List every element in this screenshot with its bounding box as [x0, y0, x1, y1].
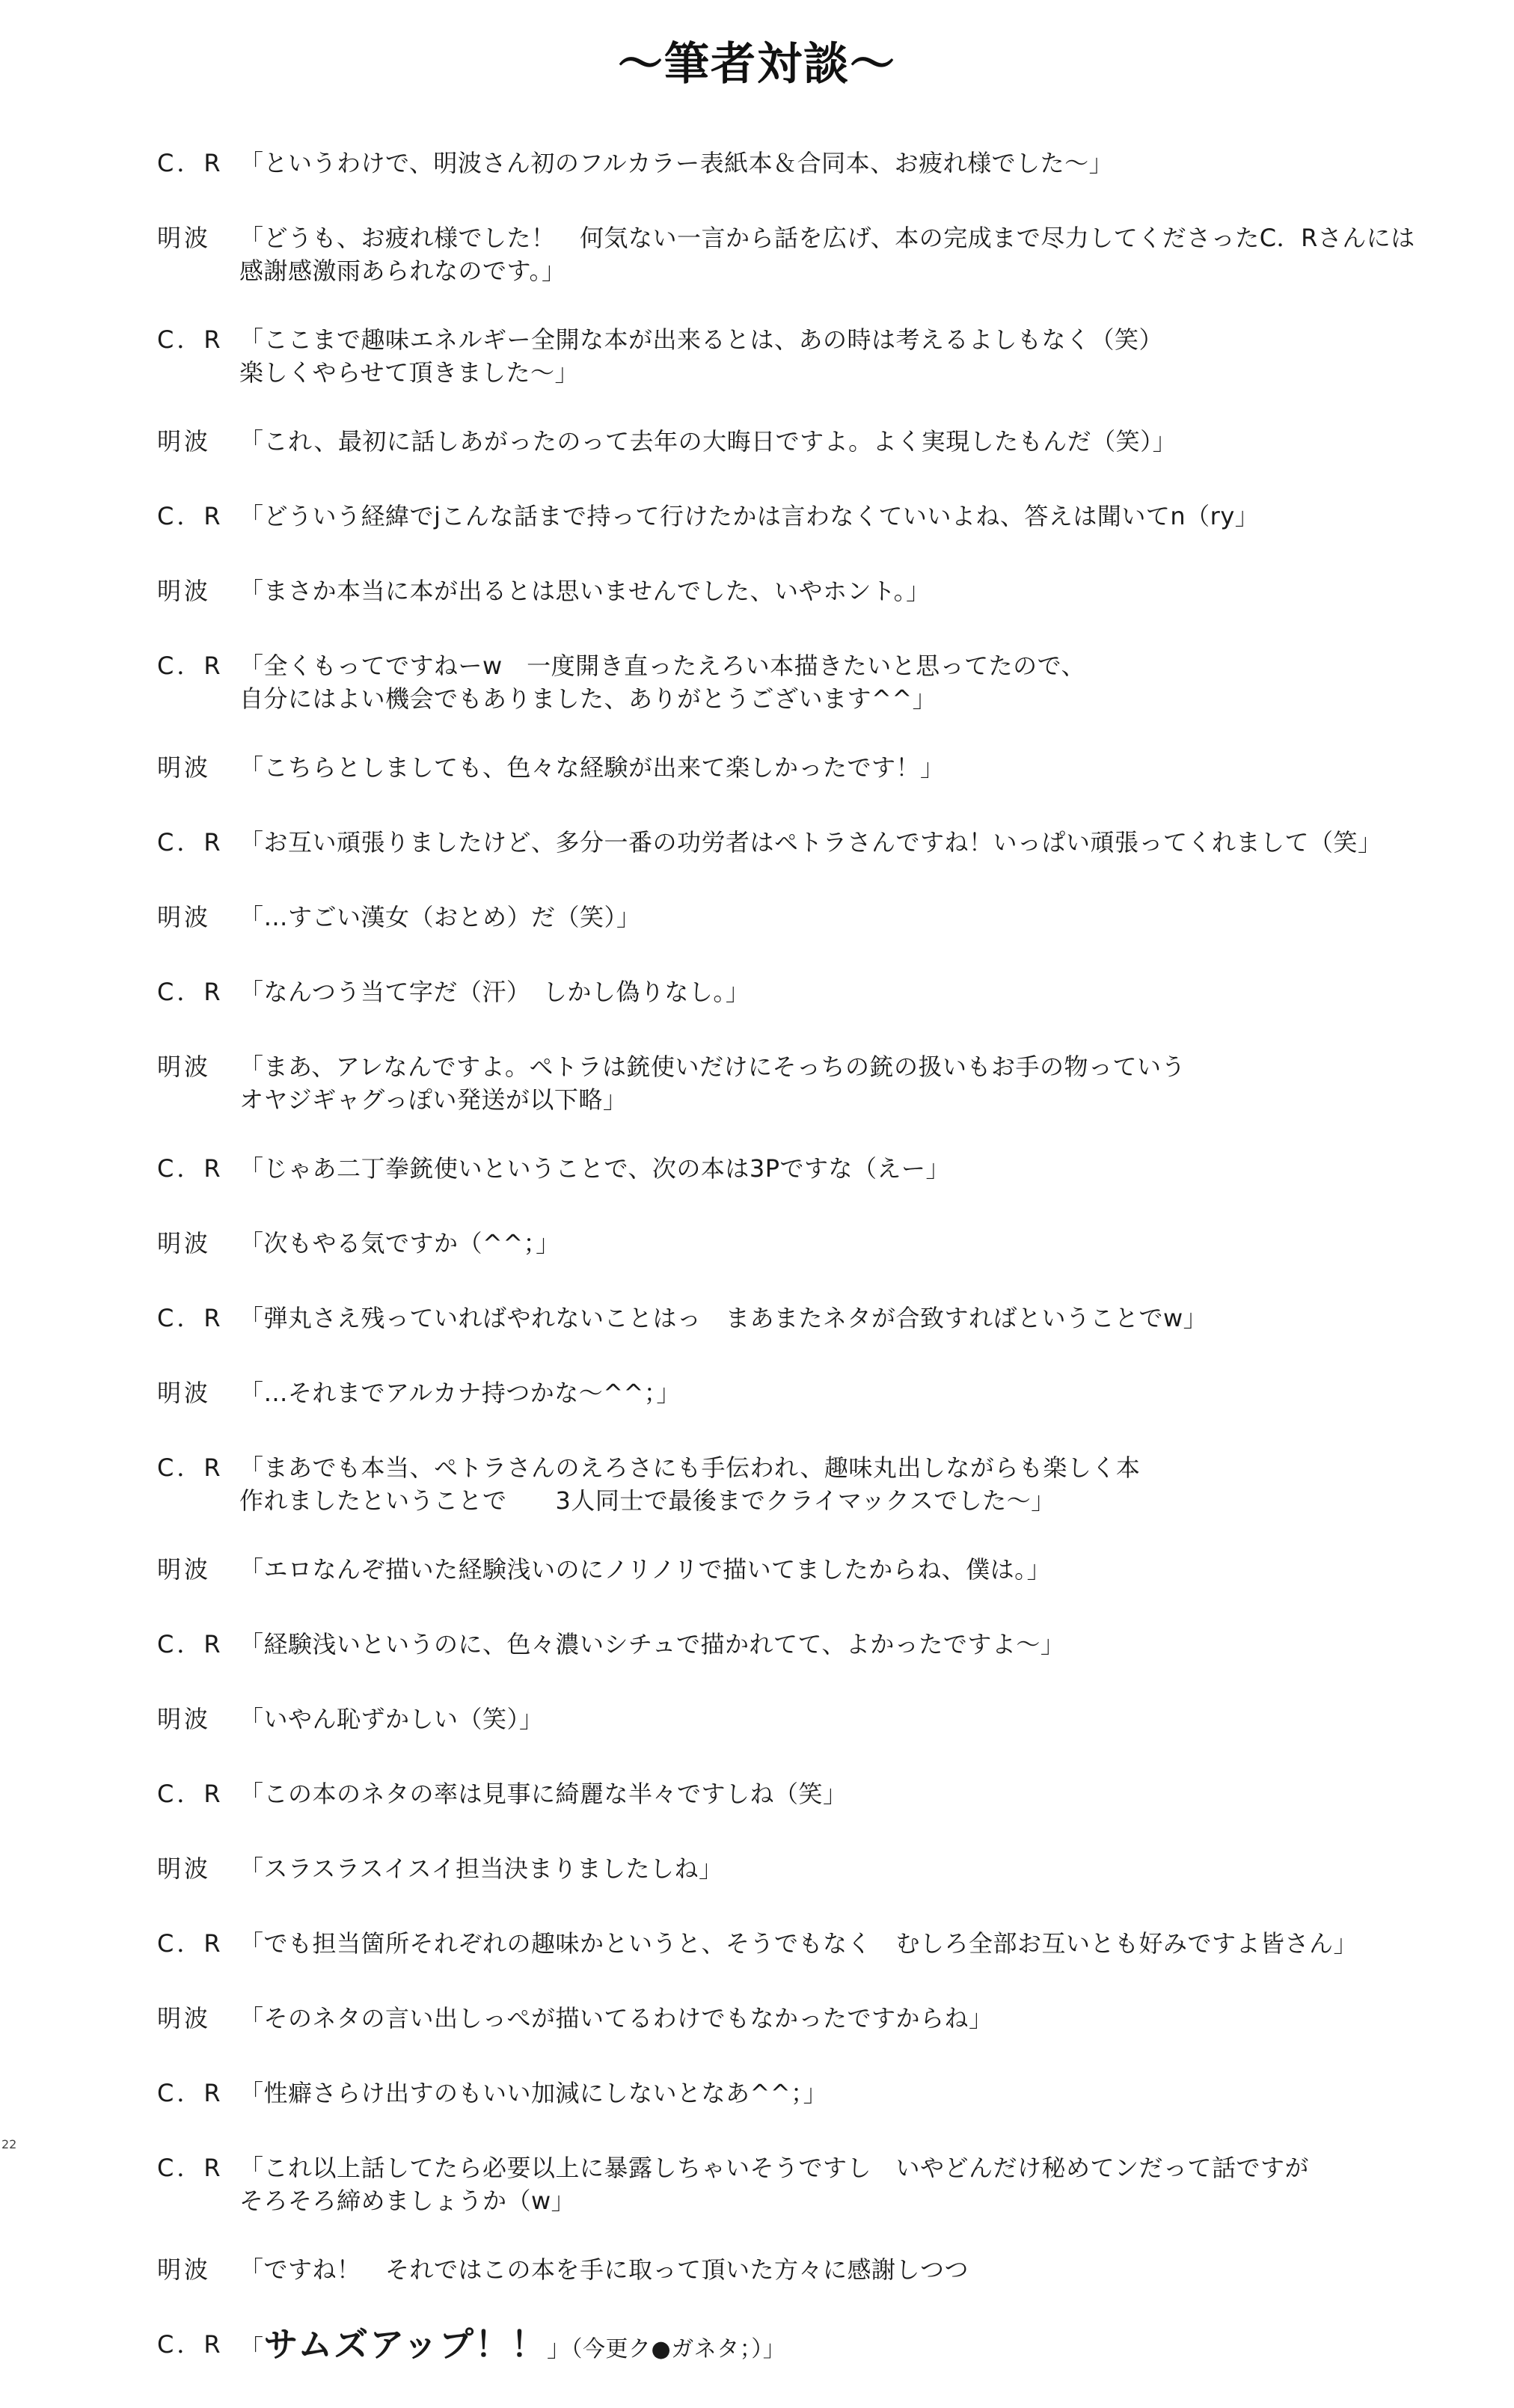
dialogue-text: 「性癖さらけ出すのもいい加減にしないとなあ^^；」	[239, 2079, 828, 2107]
dialogue-text: 「ですね！ それではこの本を手に取って頂いた方々に感謝しつつ	[239, 2255, 969, 2284]
dialogue-text: 「どうも、お疲れ様でした！ 何気ない一言から話を広げ、本の完成まで尽力してくださったC．Rさんには 感謝感激雨あられなのです。」	[239, 224, 1415, 285]
dialogue-text: 「スラスラスイスイ担当決まりましたしね」	[239, 1854, 723, 1883]
dialogue-text: 「全くもってですねーw 一度開き直ったえろい本描きたいと思ってたので、 自分にはよい機会でもありました、ありがとうございます^^」	[239, 652, 1086, 713]
dialogue-line	[157, 147, 1474, 180]
dialogue-line	[157, 1628, 1474, 1661]
dialogue-line	[157, 2324, 1474, 2366]
dialogue-line	[157, 1703, 1474, 1735]
dialogue-text: 「経験浅いというのに、色々濃いシチュで描かれてて、よかったですよ〜」	[239, 1630, 1065, 1658]
dialogue-line	[157, 1050, 1474, 1116]
page-title: 〜筆者対談〜	[618, 38, 896, 91]
speaker-name: C．R	[157, 978, 224, 1006]
dialogue-line	[157, 500, 1474, 533]
speaker-name: 明波	[157, 1854, 212, 1883]
dialogue-line	[157, 2151, 1474, 2217]
speaker-name: C．R	[157, 828, 224, 857]
dialogue-quote-open: 「	[239, 2334, 264, 2362]
dialogue-text: 「次もやる気ですか（^^；」	[239, 1229, 560, 1257]
dialogue-text: 「…それまでアルカナ持つかな〜^^；」	[239, 1379, 681, 1407]
dialogue-line	[157, 1152, 1474, 1185]
speaker-name: C．R	[157, 652, 224, 680]
dialogue-text: 「…すごい漢女（おとめ）だ（笑）」	[239, 903, 641, 931]
dialogue-line	[157, 1777, 1474, 1810]
dialogue-text: 「この本のネタの率は見事に綺麗な半々ですしね（笑」	[239, 1780, 848, 1808]
speaker-name: 明波	[157, 2004, 212, 2032]
speaker-name: 明波	[157, 1705, 212, 1733]
speaker-name: C．R	[157, 1154, 224, 1183]
dialogue-line	[157, 575, 1474, 607]
dialogue-text: 「まあ、アレなんですよ。ペトラは銃使いだけにそっちの銃の扱いもお手の物っていう オヤジギャグっぽい発送が以下略」	[239, 1053, 1186, 1114]
dialogue-line	[157, 1376, 1474, 1409]
dialogue-list	[157, 147, 1474, 2408]
dialogue-text: 「いやん恥ずかしい（笑）」	[239, 1705, 544, 1733]
dialogue-text: 「弾丸さえ残っていればやれないことはっ まあまたネタが合致すればということでw」	[239, 1304, 1208, 1332]
dialogue-text: 「エロなんぞ描いた経験浅いのにノリノリで描いてましたからね、僕は。」	[239, 1555, 1052, 1584]
dialogue-quote-close: 」	[547, 2334, 571, 2362]
dialogue-line	[157, 751, 1474, 784]
speaker-name: C．R	[157, 1780, 224, 1808]
dialogue-emphasis: サムズアップ！！	[263, 2324, 547, 2365]
dialogue-text: 「まさか本当に本が出るとは思いませんでした、いやホント。」	[239, 577, 931, 605]
speaker-name: C．R	[157, 149, 224, 177]
dialogue-text: 「まあでも本当、ペトラさんのえろさにも手伝われ、趣味丸出しながらも楽しく本 作れましたということで 3人同士で最後までクライマックスでした〜」	[239, 1453, 1141, 1515]
dialogue-line	[157, 1302, 1474, 1335]
speaker-name: 明波	[157, 2255, 212, 2284]
dialogue-text: 「これ以上話してたら必要以上に暴露しちゃいそうですし いやどんだけ秘めてンだって話ですが そろそろ締めましょうか（w」	[239, 2154, 1310, 2215]
speaker-name: C．R	[157, 2079, 224, 2107]
speaker-name: C．R	[157, 2154, 224, 2182]
dialogue-line	[157, 2077, 1474, 2110]
page-number: 22	[1, 2137, 17, 2151]
speaker-name: 明波	[157, 224, 212, 252]
dialogue-line	[157, 323, 1474, 389]
dialogue-line	[157, 2253, 1474, 2286]
dialogue-line	[157, 1852, 1474, 1885]
dialogue-text: 「というわけで、明波さん初のフルカラー表紙本＆合同本、お疲れ様でした〜」	[239, 149, 1114, 177]
dialogue-text: 「ここまで趣味エネルギー全開な本が出来るとは、あの時は考えるよしもなく（笑） 楽しくやらせて頂きました〜」	[239, 325, 1164, 387]
dialogue-line	[157, 425, 1474, 458]
dialogue-line	[157, 2002, 1474, 2035]
dialogue-line	[157, 221, 1474, 287]
dialogue-text: 「お互い頑張りましたけど、多分一番の功労者はペトラさんですね！いっぱい頑張ってくれまして（笑」	[239, 828, 1382, 857]
speaker-name: 明波	[157, 1053, 212, 1081]
dialogue-text: 「こちらとしましても、色々な経験が出来て楽しかったです！」	[239, 753, 945, 782]
dialogue-text: 「じゃあ二丁拳銃使いということで、次の本は3Pですな（えー」	[239, 1154, 951, 1183]
speaker-name: C．R	[157, 1304, 224, 1332]
dialogue-text: 「そのネタの言い出しっぺが描いてるわけでもなかったですからね」	[239, 2004, 993, 2032]
speaker-name: C．R	[157, 1929, 224, 1958]
speaker-name: C．R	[157, 1453, 224, 1482]
speaker-name: C．R	[157, 1630, 224, 1658]
dialogue-line	[157, 1553, 1474, 1586]
speaker-name: 明波	[157, 1555, 212, 1584]
dialogue-line	[157, 1227, 1474, 1260]
dialogue-line	[157, 826, 1474, 859]
speaker-name: 明波	[157, 903, 212, 931]
dialogue-text: 「どういう経緯でjこんな話まで持って行けたかは言わなくていいよね、答えは聞いてn（ry」	[239, 502, 1260, 530]
dialogue-text: 「これ、最初に話しあがったのって去年の大晦日ですよ。よく実現したもんだ（笑）」	[239, 427, 1177, 456]
dialogue-line	[157, 975, 1474, 1008]
speaker-name: C．R	[157, 2330, 224, 2359]
speaker-name: 明波	[157, 1379, 212, 1407]
speaker-name: 明波	[157, 577, 212, 605]
dialogue-line	[157, 1927, 1474, 1960]
dialogue-text: 「でも担当箇所それぞれの趣味かというと、そうでもなく むしろ全部お互いとも好みですよ皆さん」	[239, 1929, 1358, 1958]
dialogue-line	[157, 901, 1474, 934]
speaker-name: C．R	[157, 502, 224, 530]
speaker-name: C．R	[157, 325, 224, 354]
dialogue-line	[157, 649, 1474, 715]
dialogue-line	[157, 1451, 1474, 1517]
dialogue-text	[239, 2324, 1474, 2366]
speaker-name: 明波	[157, 753, 212, 782]
dialogue-aside: （今更ク●ガネタ；）」	[571, 2336, 786, 2362]
speaker-name: 明波	[157, 427, 212, 456]
dialogue-text: 「なんつう当て字だ（汗） しかし偽りなし。」	[239, 978, 750, 1006]
speaker-name: 明波	[157, 1229, 212, 1257]
